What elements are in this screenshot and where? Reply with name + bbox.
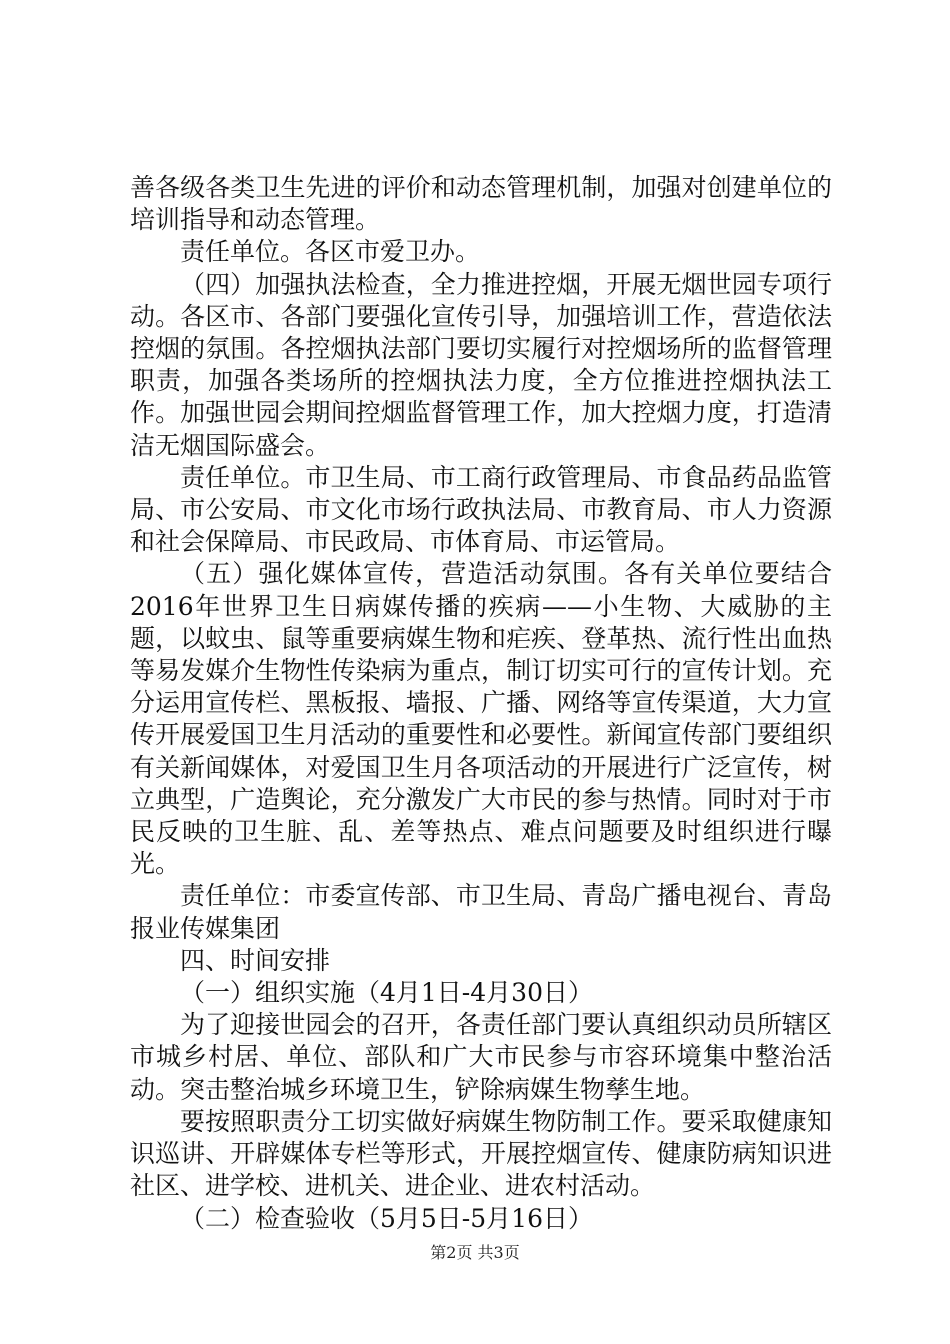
- paragraph-implementation-1: 为了迎接世园会的召开，各责任部门要认真组织动员所辖区市城乡村居、单位、部队和广大市民参与市容环境集中整治活动。突击整治城乡环境卫生，铲除病媒生物孳生地。: [130, 1010, 832, 1104]
- heading-time-schedule: 四、时间安排: [180, 945, 331, 975]
- paragraph-responsible-unit-2: 责任单位。市卫生局、市工商行政管理局、市食品药品监管局、市公安局、市文化市场行政执法局、市教育局、市人力资源和社会保障局、市民政局、市体育局、市运管局。: [130, 462, 832, 557]
- subheading-inspection: （二）检查验收（5月5日-5月16日）: [180, 1203, 593, 1233]
- subheading-implementation: （一）组织实施（4月1日-4月30日）: [180, 978, 593, 1008]
- paragraph-implementation-2: 要按照职责分工切实做好病媒生物防制工作。要采取健康知识巡讲、开辟媒体专栏等形式，开展控烟宣传、健康防病知识进社区、进学校、进机关、进企业、进农村活动。: [130, 1106, 832, 1201]
- page-footer: 第2页 共3页: [430, 1243, 520, 1262]
- paragraph-responsible-unit-1: 责任单位。各区市爱卫办。: [180, 237, 481, 267]
- paragraph-unit-evaluation: 善各级各类卫生先进的评价和动态管理机制，加强对创建单位的培训指导和动态管理。: [130, 173, 832, 235]
- paragraph-responsible-unit-3: 责任单位：市委宣传部、市卫生局、青岛广播电视台、青岛报业传媒集团: [130, 881, 832, 943]
- document-body: [130, 172, 832, 1235]
- paragraph-section-5-media: （五）强化媒体宣传，营造活动氛围。各有关单位要结合2016年世界卫生日病媒传播的疾病——小生物、大威胁的主题，以蚊虫、鼠等重要病媒生物和疟疾、登革热、流行性出血热等易发媒介生物性传染病为重点，制订切实可行的宣传计划。充分运用宣传栏、黑板报、墙报、广播、网络等宣传渠道，大力宣传开展爱国卫生月活动的重要性和必要性。新闻宣传部门要组织有关新闻媒体，对爱国卫生月各项活动的开展进行广泛宣传，树立典型，广造舆论，充分激发广大市民的参与热情。同时对于市民反映的卫生脏、乱、差等热点、难点问题要及时组织进行曝光。: [130, 559, 832, 879]
- paragraph-section-4-smoking-control: （四）加强执法检查，全力推进控烟，开展无烟世园专项行动。各区市、各部门要强化宣传引导，加强培训工作，营造依法控烟的氛围。各控烟执法部门要切实履行对控烟场所的监督管理职责，加强各类场所的控烟执法力度，全方位推进控烟执法工作。加强世园会期间控烟监督管理工作，加大控烟力度，打造清洁无烟国际盛会。: [130, 269, 832, 460]
